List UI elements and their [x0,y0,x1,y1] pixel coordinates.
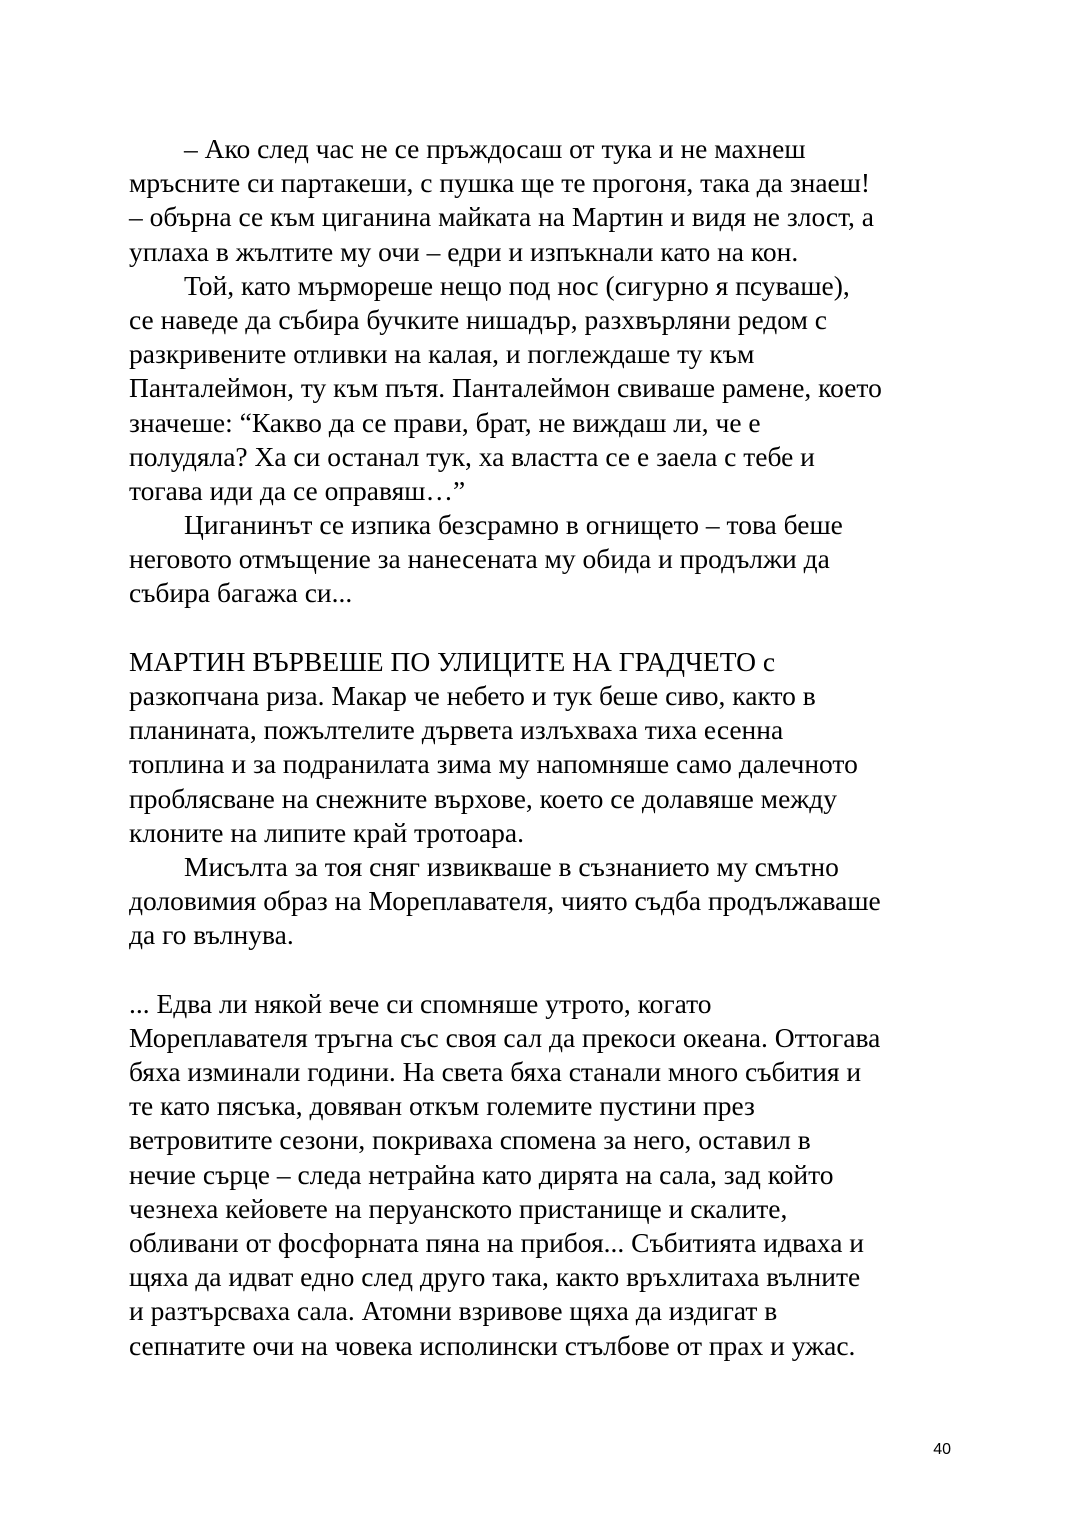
text-line: и разтърсваха сала. Атомни взривове щяха да издигат в [129,1295,778,1327]
paragraph-gap [129,611,959,645]
text-line: нечие сърце – следа нетрайна като дирята на сала, зад който [129,1158,834,1190]
text-line: неговото отмъщение за нанесената му обида и продължи да [129,543,830,575]
text-line: бяха изминали години. На света бяха станали много събития и [129,1056,862,1088]
text-line: щяха да идват едно след друго така, както връхлитаха вълните [129,1261,861,1293]
text-line: сепнатите очи на човека исполински стълбове от прах и ужас. [129,1329,856,1361]
text-line: Той, като мърмореше нещо под нос (сигурно я псуваше), [129,269,850,301]
text-line: мръсните си партакеши, с пушка ще те прогоня, така да знаеш! [129,167,871,199]
text-line: разкопчана риза. Макар че небето и тук беше сиво, както в [129,680,816,711]
text-line: ... Едва ли някой вече си спомняше утрото, когато [129,987,712,1019]
text-line: значеше: “Какво да се прави, брат, не виждаш ли, че е [129,406,761,438]
text-line: Панталеймон, ту към пътя. Панталеймон свиваше рамене, което [129,372,882,404]
text-line: разкривените отливки на калая, и поглеждаше ту към [129,338,755,370]
text-line: доловимия образ на Мореплавателя, чиято съдба продължаваше [129,885,881,917]
text-line: се наведе да събира бучките нишадър, разхвърляни редом с [129,303,828,335]
text-line: обливани от фосфорната пяна на прибоя... Събитията идваха и [129,1227,864,1258]
text-line: да го вълнува. [129,919,294,951]
text-line: полудяла? Ха си останал тук, ха властта се е заела с тебе и [129,440,815,472]
text-line: уплаха в жълтите му очи – едри и изпъкнали като на кон. [129,235,799,267]
text-line: проблясване на снежните върхове, което се долавяше между [129,782,838,814]
text-line: събира багажа си... [129,577,353,609]
text-line: Мореплавателя тръгна със своя сал да прекоси океана. Оттогава [129,1021,881,1053]
paragraph-gap [129,953,959,987]
text-line: Мисълта за тоя сняг извикваше в съзнанието му смътно [129,850,839,882]
text-line: – Ако след час не се пръждосаш от тука и не махнеш [129,133,806,164]
text-line: Циганинът се изпика безсрамно в огнището – това беше [129,509,843,541]
text-line: – обърна се към циганина майката на Мартин и видя не злост, а [129,201,874,233]
text-line: чезнеха кейовете на перуанското пристанище и скалите, [129,1192,788,1224]
page-number: 40 [933,1441,951,1458]
text-line: клоните на липите край тротоара. [129,816,524,848]
text-line: планината, пожълтелите дървета излъхваха тиха есенна [129,714,784,746]
text-line: топлина и за подранилата зима му напомняше само далечното [129,748,858,780]
text-line: МАРТИН ВЪРВЕШЕ ПО УЛИЦИТЕ НА ГРАДЧЕТО с [129,645,776,677]
text-line: ветровитите сезони, покриваха спомена за него, оставил в [129,1124,811,1156]
text-line: те като пясъка, довяван откъм големите пустини през [129,1090,755,1122]
body-text [129,132,959,1363]
text-line: тогава иди да се оправяш…” [129,474,466,506]
